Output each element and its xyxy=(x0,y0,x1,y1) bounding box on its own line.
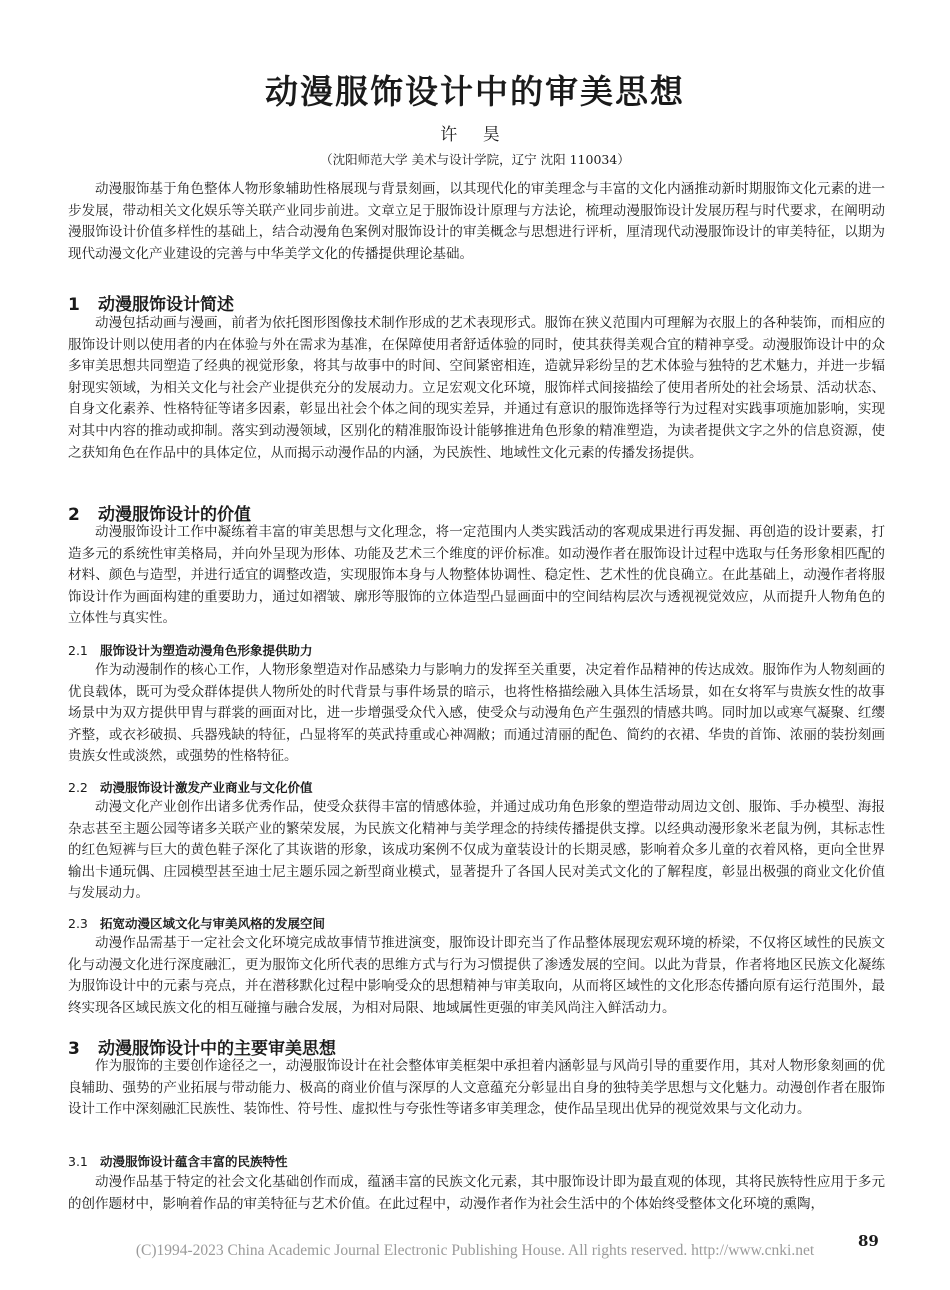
subsection-number: 2.3 xyxy=(68,916,88,931)
subsection-title: 拓宽动漫区域文化与审美风格的发展空间 xyxy=(100,916,326,931)
section-number: 1 xyxy=(68,295,80,315)
subsection-3-1-paragraph: 动漫作品基于特定的社会文化基础创作而成，蕴涵丰富的民族文化元素，其中服饰设计即为最直观的体现，其将民族特性应用于多元的创作题材中，影响着作品的审美特征与艺术价值。在此过程中，动漫作者作为社会生活中的个体始终受整体文化环境的熏陶， xyxy=(68,1174,885,1212)
subsection-2-2-heading xyxy=(68,778,313,796)
subsection-3-1-heading xyxy=(68,1152,288,1170)
section-3-paragraph: 作为服饰的主要创作途径之一，动漫服饰设计在社会整体审美框架中承担着内涵彰显与风尚引导的重要作用，其对人物形象刻画的优良辅助、强势的产业拓展与带动能力、极高的商业价值与深厚的人文意蕴充分彰显出自身的独特美学思想与文化魅力。动漫创作者在服饰设计工作中深刻融汇民族性、装饰性、符号性、虚拟性与夸张性等诸多审美理念，使作品呈现出优异的视觉效果与文化动力。 xyxy=(68,1058,885,1118)
section-number: 2 xyxy=(68,505,80,525)
section-title: 动漫服饰设计的价值 xyxy=(98,505,251,525)
subsection-2-1-heading xyxy=(68,641,313,659)
section-title: 动漫服饰设计简述 xyxy=(98,295,234,315)
abstract-paragraph: 动漫服饰基于角色整体人物形象辅助性格展现与背景刻画，以其现代化的审美理念与丰富的文化内涵推动新时期服饰文化元素的进一步发展，带动相关文化娱乐等关联产业同步前进。文章立足于服饰设计原理与方法论，梳理动漫服饰设计发展历程与时代要求，在阐明动漫服饰设计价值多样性的基础上，结合动漫角色案例对服饰设计的审美概念与思想进行评析，厘清现代动漫服饰设计的审美特征，以期为现代动漫文化产业建设的完善与中华美学文化的传播提供理论基础。 xyxy=(68,181,885,262)
section-2-paragraph: 动漫服饰设计工作中凝练着丰富的审美思想与文化理念，将一定范围内人类实践活动的客观成果进行再发掘、再创造的设计要素，打造多元的系统性审美格局，并向外呈现为形体、功能及艺术三个维度的评价标准。如动漫作者在服饰设计过程中选取与任务形象相匹配的材料、颜色与造型，并进行适宜的调整改造，实现服饰本身与人物整体协调性、稳定性、艺术性的优良确立。在此基础上，动漫作者将服饰设计作为画面构建的重要助力，通过如褶皱、廓形等服饰的立体造型凸显画面中的空间结构层次与透视视觉效应，从而提升人物角色的立体性与真实性。 xyxy=(68,524,885,627)
section-title: 动漫服饰设计中的主要审美思想 xyxy=(98,1039,336,1059)
subsection-title: 动漫服饰设计蕴含丰富的民族特性 xyxy=(100,1154,288,1169)
author-affiliation: （沈阳师范大学 美术与设计学院，辽宁 沈阳 110034） xyxy=(320,152,630,167)
copyright-footer: (C)1994-2023 China Academic Journal Electronic Publishing House. All rights reserved. http://www.cnki.net xyxy=(135,1242,815,1259)
subsection-2-3-heading xyxy=(68,914,325,932)
subsection-number: 2.2 xyxy=(68,780,88,795)
subsection-2-3-paragraph: 动漫作品需基于一定社会文化环境完成故事情节推进演变，服饰设计即充当了作品整体展现宏观环境的桥梁，不仅将区域性的民族文化与动漫文化进行深度融汇，更为服饰文化所代表的思维方式与行为习惯提供了渗透发展的空间。以此为背景，作者将地区民族文化凝练为服饰设计中的元素与亮点，并在潜移默化过程中影响受众的思想精神与审美取向，从而将区域性的文化形态传播向原有运行范围外，最终实现各区域民族文化的相互碰撞与融合发展，为相对局限、地域属性更强的审美风尚注入鲜活动力。 xyxy=(68,935,885,1016)
subsection-number: 3.1 xyxy=(68,1154,88,1169)
subsection-2-2-paragraph: 动漫文化产业创作出诸多优秀作品，使受众获得丰富的情感体验，并通过成功角色形象的塑造带动周边文创、服饰、手办模型、海报杂志甚至主题公园等诸多关联产业的繁荣发展，为民族文化精神与美学理念的持续传播提供支撑。以经典动漫形象米老鼠为例，其标志性的红色短裤与巨大的黄色鞋子深化了其诙谐的形象，该成功案例不仅成为童装设计的长期灵感，影响着众多儿童的衣着风格，更向全世界输出卡通玩偶、庄园模型甚至迪士尼主题乐园之新型商业模式，显著提升了各国人民对美式文化的了解程度，彰显出极强的商业文化价值与发展动力。 xyxy=(68,799,885,902)
subsection-2-1-paragraph: 作为动漫制作的核心工作，人物形象塑造对作品感染力与影响力的发挥至关重要，决定着作品精神的传达成效。服饰作为人物刻画的优良载体，既可为受众群体提供人物所处的时代背景与事件场景的暗示，也将性格描绘融入具体生活场景，如在女将军与贵族女性的故事场景中为双方提供甲胄与群裳的画面对比，进一步增强受众代入感，使受众与动漫角色产生强烈的情感共鸣。同时加以或寒气凝聚、红缨齐整，或衣衫破损、兵器残缺的特征，凸显将军的英武持重或心神凋敝；而通过清丽的配色、简约的衣裙、华贵的首饰、浓丽的装扮刻画贵族女性或淡然，或强势的性格特征。 xyxy=(68,662,885,765)
subsection-title: 服饰设计为塑造动漫角色形象提供助力 xyxy=(100,643,313,658)
section-number: 3 xyxy=(68,1039,80,1059)
subsection-title: 动漫服饰设计激发产业商业与文化价值 xyxy=(100,780,313,795)
author-name: 许 昊 xyxy=(440,125,510,145)
subsection-number: 2.1 xyxy=(68,643,88,658)
section-1-heading xyxy=(68,290,234,315)
page-number: 89 xyxy=(858,1232,879,1250)
article-title: 动漫服饰设计中的审美思想 xyxy=(265,72,685,111)
section-1-paragraph: 动漫包括动画与漫画，前者为依托图形图像技术制作形成的艺术表现形式。服饰在狭义范围内可理解为衣服上的各种装饰，而相应的服饰设计则以使用者的内在体验与外在需求为基准，在保障使用者舒适体验的同时，使其获得美观合宜的精神享受。动漫服饰设计中的众多审美思想共同塑造了经典的视觉形象，将其与故事中的时间、空间紧密相连，造就异彩纷呈的艺术体验与独特的艺术魅力，并进一步辐射现实领域，为相关文化与社会产业提供充分的发展动力。立足宏观文化环境，服饰样式间接描绘了使用者所处的社会场景、活动状态、自身文化素养、性格特征等诸多因素，彰显出社会个体之间的现实差异，并通过有意识的服饰选择等行为过程对实践事项施加影响，实现对其中内容的推动或抑制。落实到动漫领域，区别化的精准服饰设计能够推进角色形象的精准塑造，为读者提供文字之外的信息资源，使之获知角色在作品中的具体定位，从而揭示动漫作品的内涵，为民族性、地域性文化元素的传播发扬提供。 xyxy=(68,315,885,461)
